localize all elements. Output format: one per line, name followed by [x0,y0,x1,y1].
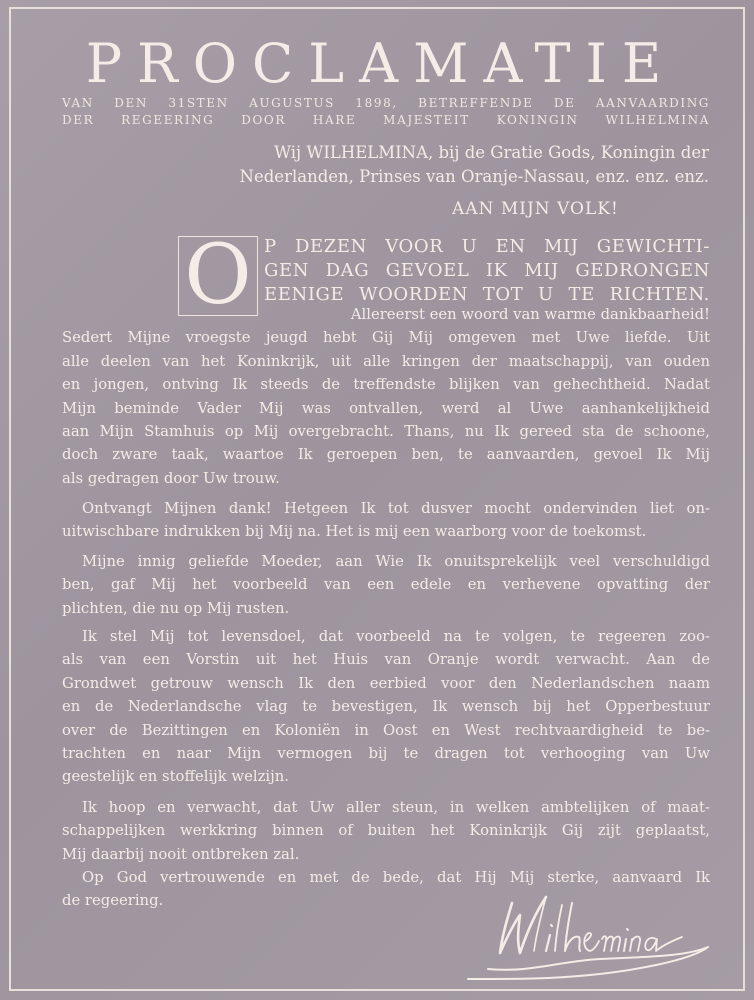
paragraph-line: ben, gaf Mij het voorbeeld van een edele en verhevene opvatting der [62,576,710,594]
paragraph-line: Mij daarbij nooit ontbreken zal. [62,845,300,863]
paragraph-3 [62,550,710,620]
paragraph-line: Grondwet getrouw wensch Ik den eerbied voor den Nederlandschen naam [62,674,710,692]
paragraph-line: doch zware taak, waartoe Ik geroepen ben, te aanvaarden, gevoel Ik Mij [62,446,710,464]
paragraph-line: trachten en naar Mijn vermogen bij te dragen tot verhooging van Uw [62,745,710,763]
signature-wilhelmina [460,875,720,985]
paragraph-line: schappelijken werkkring binnen of buiten het Koninkrijk Gij zijt geplaatst, [62,822,710,840]
paragraph-line: en jongen, ontving Ik steeds de treffendste blijken van gehechtheid. Nadat [62,376,710,394]
paragraph-line: Ontvangt Mijnen dank! Hetgeen Ik tot dusver mocht ondervinden liet on- [82,500,710,517]
paragraph-4 [62,625,710,789]
intro-line-1: Wij WILHELMINA, bij de Gratie Gods, Koningin der [274,143,709,162]
opening-line-3: EENIGE WOORDEN TOT U TE RICHTEN. [264,284,710,305]
subtitle-line-2: DER REGEERING DOOR HARE MAJESTEIT KONINGIN WILHELMINA [62,113,710,127]
opening-line-2: GEN DAG GEVOEL IK MIJ GEDRONGEN [264,260,710,281]
royal-intro [149,141,709,189]
paragraph-line: uitwischbare indrukken bij Mij na. Het is mij een waarborg voor de toekomst. [62,523,647,541]
paragraph-line: Allereerst een woord van warme dankbaarheid! [350,306,710,323]
opening-line-1: P DEZEN VOOR U EN MIJ GEWICHTI- [264,236,710,257]
paragraph-line: Ik stel Mij tot levensdoel, dat voorbeeld na te volgen, te regeeren zoo- [82,628,710,645]
paragraph-line: Mijn beminde Vader Mij was ontvallen, werd al Uwe aanhankelijkheid [62,399,710,417]
paragraph-line: en de Nederlandsche vlag te bevestigen, Ik wensch bij het Opperbestuur [62,698,710,716]
paragraph-line: als gedragen door Uw trouw. [62,469,280,487]
paragraph-line: alle deelen van het Koninkrijk, uit alle kringen der maatschappij, van ouden [62,352,710,370]
address-heading: AAN MIJN VOLK! [452,199,619,219]
intro-line-2: Nederlanden, Prinses van Oranje-Nassau, enz. enz. enz. [239,167,709,186]
paragraph-2 [62,497,710,544]
paragraph-line: als van een Vorstin uit het Huis van Oranje wordt verwacht. Aan de [62,651,710,669]
paragraph-line: aan Mijn Stamhuis op Mij overgebracht. Thans, nu Ik gereed sta de schoone, [62,423,710,441]
paragraph-line: de regeering. [62,892,164,910]
paragraph-1 [62,303,710,490]
paragraph-line: Op God vertrouwende en met de bede, dat Hij Mij sterke, aanvaard Ik [82,869,710,886]
paragraph-line: Mijne innig geliefde Moeder, aan Wie Ik onuitsprekelijk veel verschuldigd [82,553,710,570]
document-title: PROCLAMATIE [85,32,677,95]
paragraph-line: Ik hoop en verwacht, dat Uw aller steun, in welken ambtelijken of maat- [82,799,710,816]
paragraph-line: over de Bezittingen en Koloniën in Oost en West rechtvaardigheid te be- [62,721,710,739]
paragraph-line: plichten, die nu op Mij rusten. [62,599,290,617]
subtitle-line-1: VAN DEN 31STEN AUGUSTUS 1898, BETREFFENDE DE AANVAARDING [62,96,710,110]
paragraph-line: geestelijk en stoffelijk welzijn. [62,768,289,786]
paragraph-line: Sedert Mijne vroegste jeugd hebt Gij Mij omgeven met Uwe liefde. Uit [62,329,710,347]
paragraph-5 [62,796,710,866]
dropcap-letter: O [184,228,252,323]
